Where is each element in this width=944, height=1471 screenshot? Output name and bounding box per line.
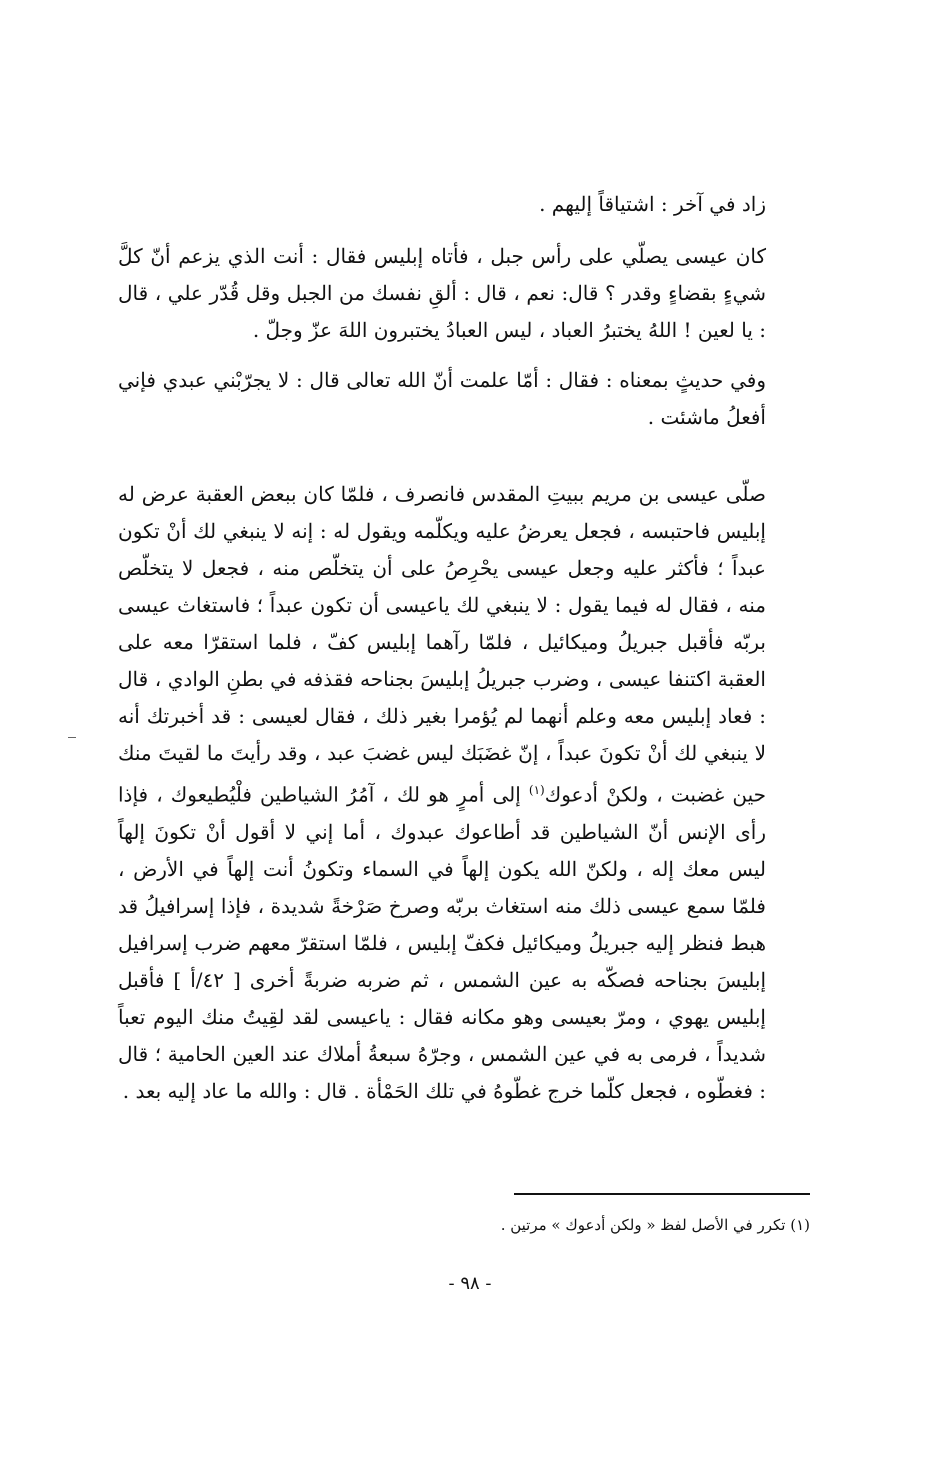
page-number: - ٩٨ -	[448, 1273, 492, 1294]
paragraph-4-part-2: إلى أمرٍ هو لك ، آمُرُ الشياطين فلْيُطيعوك ، فإذا رأى الإنس أنّ الشياطين قد أطاعوك عبدوك ، أما إني لا أقول أنْ تكونَ إلهاً ليس معك إله ، ولكنّ الله يكون إلهاً في السماء وتكونُ أنت إلهاً في الأرض ، فلمّا سمع عيسى ذلك منه استغاث بربّه وصرخ صَرْخةً شديدة ، فإذا إسرافيلُ قد هبط فنظر إليه جبريلُ وميكائيل فكفّ إبليس ، فلمّا استقرّ معهم ضرب إسرافيل إبليسَ بجناحه فصكّه به عين الشمس ، ثم ضربه ضربةً أخرى [ ٤٢/أ ] فأقبل إبليس يهوي ، ومرّ بعيسى وهو مكانه فقال : ياعيسى لقد لقِيتُ منك اليوم تعباً شديداً ، فرمى به في عين الشمس ، وجرّهُ سبعةُ أملاك عند العين الحامية ؛ قال : فغطّوه ، فجعل كلّما خرج غطّوهُ في تلك الحَمْأة . قال : والله ما عاد إليه بعد .	[118, 782, 766, 1103]
paragraph-1	[118, 186, 814, 223]
footnote-separator	[514, 1193, 810, 1195]
paragraph-4	[118, 476, 814, 1110]
paragraph-3-text: وفي حديثٍ بمعناه : فقال : أمّا علمت أنّ الله تعالى قال : لا يجرّبْني عبدي فإني أفعلُ ماشئت .	[118, 368, 766, 429]
margin-mark	[68, 737, 76, 738]
footnote-reference: (١)	[528, 783, 545, 797]
footnote: (١) تكرر في الأصل لفظ « ولكن أدعوك » مرتين .	[500, 1216, 810, 1234]
paragraph-2-text: كان عيسى يصلّي على رأس جبل ، فأتاه إبليس فقال : أنت الذي يزعم أنّ كلَّ شيءٍ بقضاءٍ وقدر ؟ قال: نعم ، قال : ألقِ نفسك من الجبل وقل قُدّر علي ، قال : يا لعين ! اللهُ يختبرُ العباد ، ليس العبادُ يختبرون اللهَ عزّ وجلّ .	[118, 244, 766, 342]
paragraph-2	[118, 238, 814, 349]
paragraph-1-text: زاد في آخر : اشتياقاً إليهم .	[539, 192, 766, 216]
paragraph-4-part-1: صلّى عيسى بن مريم ببيتِ المقدس فانصرف ، فلمّا كان ببعض العقبة عرض له إبليس فاحتبسه ، فجعل يعرضُ عليه ويكلّمه ويقول له : إنه لا ينبغي لك أنْ تكون عبداً ؛ فأكثر عليه وجعل عيسى يحْرِصُ على أن يتخلّص منه ، فجعل لا يتخلّص منه ، فقال له فيما يقول : لا ينبغي لك ياعيسى أن تكون عبداً ؛ فاستغاث عيسى بربّه فأقبل جبريلُ وميكائيل ، فلمّا رآهما إبليس كفّ ، فلما استقرّا معه على العقبة اكتنفا عيسى ، وضرب جبريلُ إبليسَ بجناحه فقذفه في بطنِ الوادي ، قال : فعاد إبليس معه وعلم أنهما لم يُؤمرا بغير ذلك ، فقال لعيسى : قد أخبرتك أنه لا ينبغي لك أنْ تكونَ عبداً ، إنّ غضَبَك ليس غضبَ عبد ، وقد رأيتَ ما لقيتَ منك حين غضبت ، ولكنْ أدعوك	[118, 482, 766, 807]
paragraph-4-text	[118, 476, 814, 1110]
paragraph-3	[118, 362, 814, 436]
